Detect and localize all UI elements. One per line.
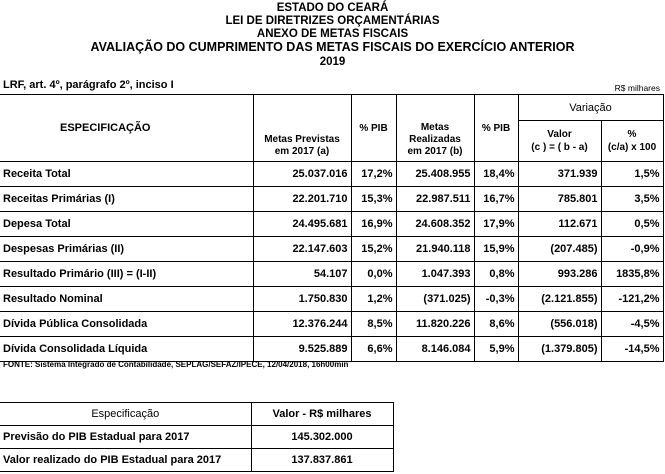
cell-valor: (2.121.855) — [518, 287, 601, 312]
table-row — [0, 162, 663, 187]
row-label: Resultado Nominal — [0, 287, 253, 312]
col-header-valor: Valor (c ) = ( b - a) — [518, 121, 601, 162]
header-annex: ANEXO DE METAS FISCAIS — [256, 28, 409, 40]
cell-valor: 785.801 — [518, 187, 601, 212]
row-label: Dívida Consolidada Líquida — [0, 337, 253, 362]
col-header-pib2: % PIB — [474, 95, 518, 162]
cell-previstas: 9.525.889 — [253, 337, 351, 362]
pib-col-header-valor: Valor - R$ milhares — [251, 403, 393, 426]
cell-pib2: 17,9% — [474, 212, 518, 237]
cell-pib2: 0,8% — [474, 262, 518, 287]
fiscal-goals-table — [0, 94, 664, 362]
unit-label: R$ milhares — [614, 83, 660, 93]
cell-realizadas: (371.025) — [396, 287, 474, 312]
cell-pct: 1,5% — [601, 162, 663, 187]
col-header-pib1: % PIB — [351, 95, 396, 162]
table-row — [0, 237, 663, 262]
pib-row — [0, 449, 393, 472]
cell-realizadas: 11.820.226 — [396, 312, 474, 337]
cell-previstas: 24.495.681 — [253, 212, 351, 237]
cell-previstas: 22.201.710 — [253, 187, 351, 212]
col-header-variacao: Variação — [518, 95, 663, 121]
reference-text: LRF, art. 4º, parágrafo 2º, inciso I — [3, 79, 174, 91]
table-row — [0, 287, 663, 312]
cell-valor: (556.018) — [518, 312, 601, 337]
cell-pct: 3,5% — [601, 187, 663, 212]
cell-valor: 993.286 — [518, 262, 601, 287]
pib-row-value: 145.302.000 — [251, 426, 393, 449]
header-law: LEI DE DIRETRIZES ORÇAMENTÁRIAS — [225, 15, 440, 27]
pib-row-label: Previsão do PIB Estadual para 2017 — [0, 426, 251, 449]
cell-pct: -121,2% — [601, 287, 663, 312]
cell-valor: 371.939 — [518, 162, 601, 187]
cell-pib1: 17,2% — [351, 162, 396, 187]
header-state: ESTADO DO CEARÁ — [276, 2, 389, 14]
cell-pib1: 8,5% — [351, 312, 396, 337]
col-header-spec: ESPECIFICAÇÃO — [0, 95, 253, 162]
cell-valor: 112.671 — [518, 212, 601, 237]
cell-realizadas: 22.987.511 — [396, 187, 474, 212]
cell-previstas: 25.037.016 — [253, 162, 351, 187]
table-row — [0, 212, 663, 237]
cell-valor: (207.485) — [518, 237, 601, 262]
cell-pct: -0,9% — [601, 237, 663, 262]
cell-pib2: 16,7% — [474, 187, 518, 212]
row-label: Receitas Primárias (I) — [0, 187, 253, 212]
cell-previstas: 1.750.830 — [253, 287, 351, 312]
cell-pib1: 1,2% — [351, 287, 396, 312]
cell-pib2: 15,9% — [474, 237, 518, 262]
table-row — [0, 187, 663, 212]
cell-pct: -4,5% — [601, 312, 663, 337]
pib-row-label: Valor realizado do PIB Estadual para 2017 — [0, 449, 251, 472]
cell-pct: 1835,8% — [601, 262, 663, 287]
cell-pib2: 8,6% — [474, 312, 518, 337]
cell-pib1: 0,0% — [351, 262, 396, 287]
pib-col-header-spec: Especificação — [0, 403, 251, 426]
col-header-previstas: Metas Previstas em 2017 (a) — [253, 95, 351, 162]
cell-pib2: 18,4% — [474, 162, 518, 187]
row-label: Depesa Total — [0, 212, 253, 237]
row-label: Receita Total — [0, 162, 253, 187]
cell-realizadas: 1.047.393 — [396, 262, 474, 287]
table-row — [0, 312, 663, 337]
cell-pib1: 16,9% — [351, 212, 396, 237]
cell-pib1: 15,3% — [351, 187, 396, 212]
header-title: AVALIAÇÃO DO CUMPRIMENTO DAS METAS FISCAIS DO EXERCÍCIO ANTERIOR — [90, 40, 575, 54]
table-row — [0, 262, 663, 287]
cell-valor: (1.379.805) — [518, 337, 601, 362]
cell-pib2: -0,3% — [474, 287, 518, 312]
cell-pct: -14,5% — [601, 337, 663, 362]
row-label: Resultado Primário (III) = (I-II) — [0, 262, 253, 287]
cell-pib1: 6,6% — [351, 337, 396, 362]
table-row — [0, 337, 663, 362]
cell-pib2: 5,9% — [474, 337, 518, 362]
pib-table — [0, 402, 394, 472]
row-label: Despesas Primárias (II) — [0, 237, 253, 262]
col-header-pct: % (c/a) x 100 — [601, 121, 663, 162]
cell-previstas: 12.376.244 — [253, 312, 351, 337]
pib-row — [0, 426, 393, 449]
row-label: Dívida Pública Consolidada — [0, 312, 253, 337]
cell-previstas: 54.107 — [253, 262, 351, 287]
cell-realizadas: 8.146.084 — [396, 337, 474, 362]
cell-pct: 0,5% — [601, 212, 663, 237]
cell-realizadas: 24.608.352 — [396, 212, 474, 237]
pib-row-value: 137.837.861 — [251, 449, 393, 472]
cell-pib1: 15,2% — [351, 237, 396, 262]
cell-realizadas: 21.940.118 — [396, 237, 474, 262]
cell-previstas: 22.147.603 — [253, 237, 351, 262]
header-year: 2019 — [319, 56, 346, 68]
cell-realizadas: 25.408.955 — [396, 162, 474, 187]
source-note: FONTE: Sistema Integrado de Contabilidade, SEPLAG/SEFAZ/IPECE, 12/04/2018, 16h00min — [3, 360, 349, 369]
col-header-realizadas: Metas Realizadas em 2017 (b) — [396, 95, 474, 162]
